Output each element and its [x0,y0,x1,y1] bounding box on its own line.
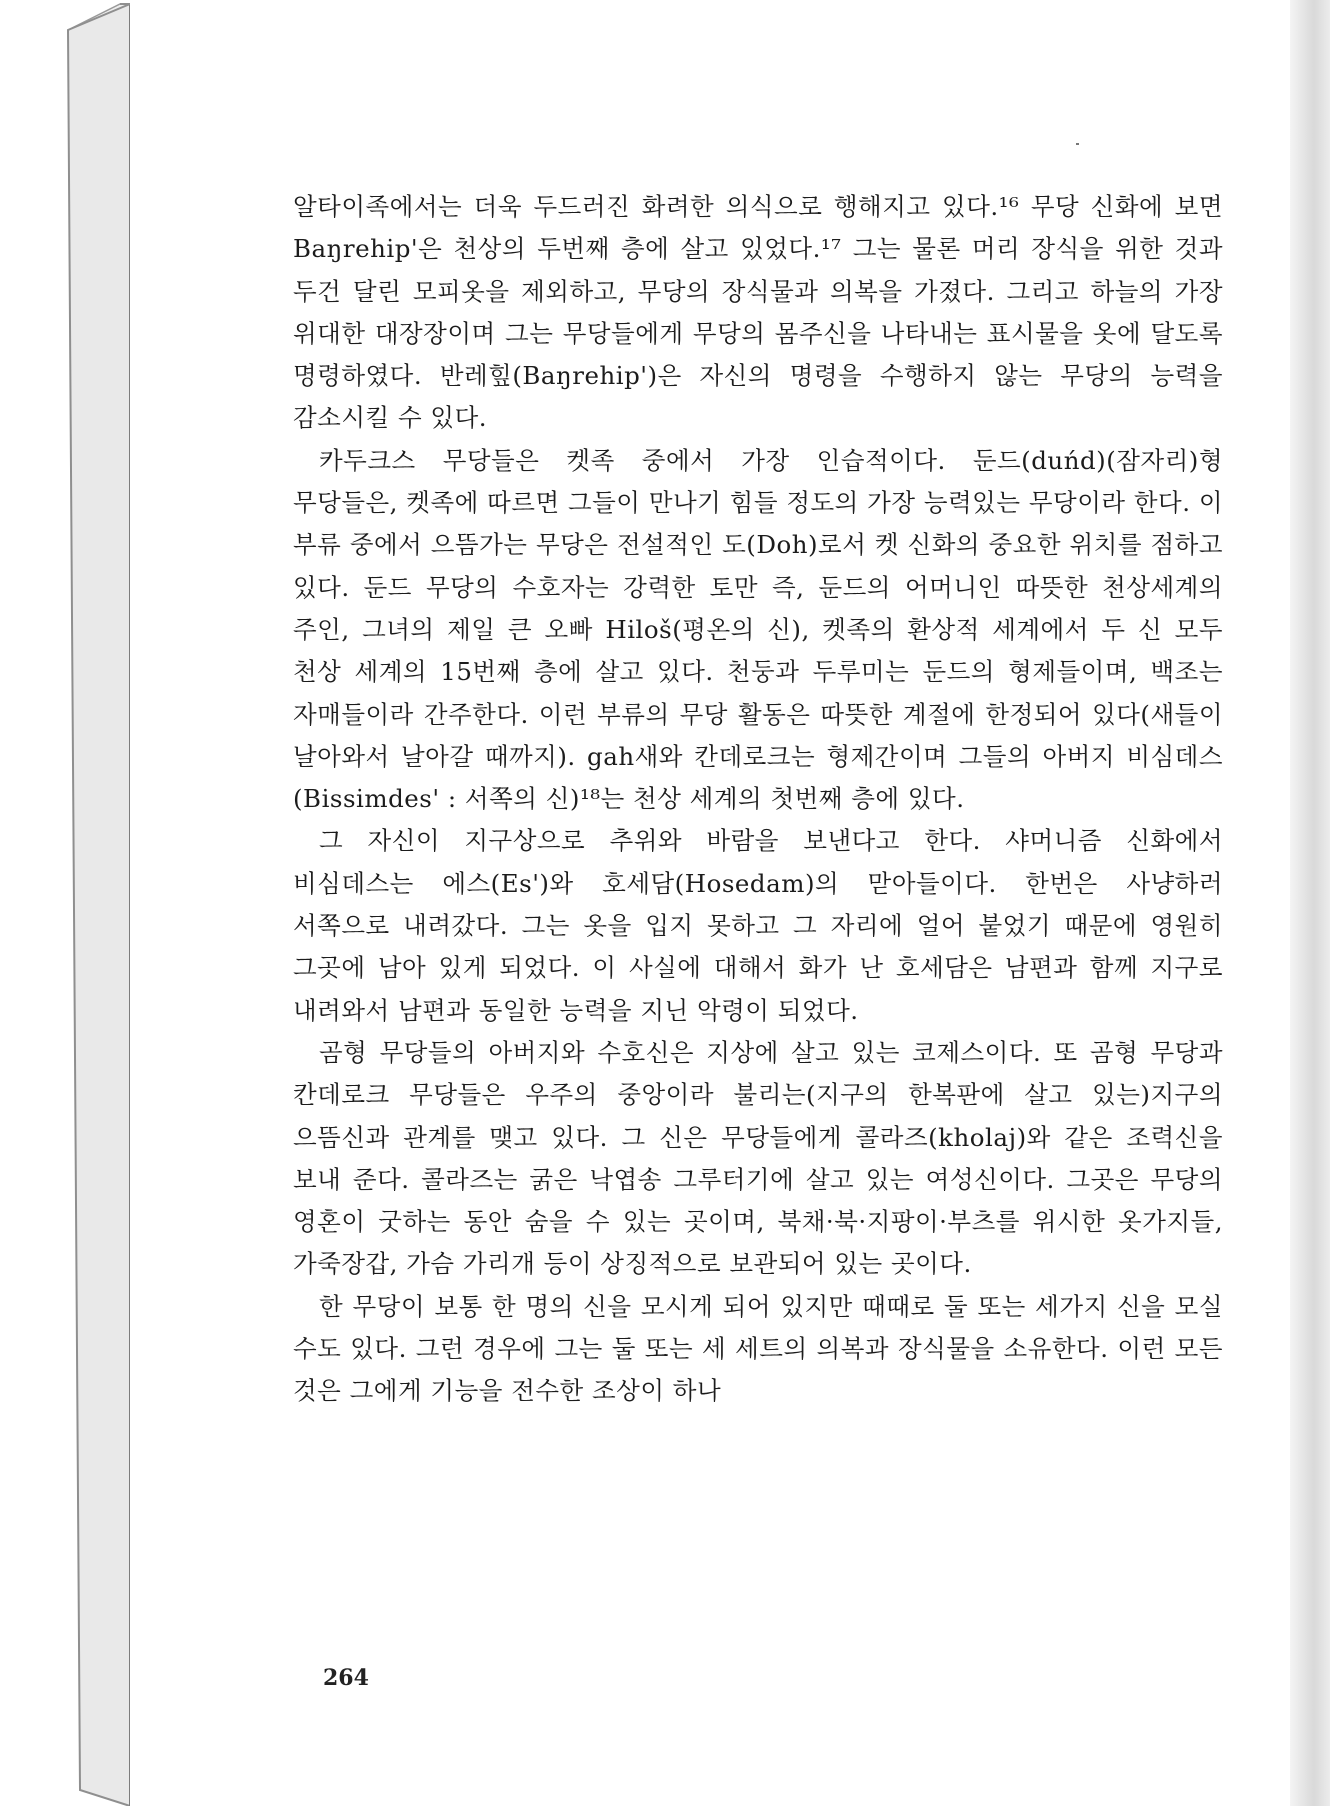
print-speck [1076,143,1079,145]
page-edge-shadow [1290,0,1330,1806]
paragraph-2: 카두크스 무당들은 켓족 중에서 가장 인습적이다. 둔드(duńd)(잠자리)형 무당들은, 켓족에 따르면 그들이 만나기 힘들 정도의 가장 능력있는 무당이라 한다. 이 부류 중에서 으뜸가는 무당은 전설적인 도(Doh)로서 켓 신화의 중요한 위치를 점하고 있다. 둔드 무당의 수호자는 강력한 토만 즉, 둔드의 어머니인 따뜻한 천상세계의 주인, 그녀의 제일 큰 오빠 Hiloš(평온의 신), 켓족의 환상적 세계에서 두 신 모두 천상 세계의 15번째 층에 살고 있다. 천둥과 두루미는 둔드의 형제들이며, 백조는 자매들이라 간주한다. 이런 부류의 무당 활동은 따뜻한 계절에 한정되어 있다(새들이 날아와서 날아갈 때까지). gah새와 칸데로크는 형제간이며 그들의 아버지 비심데스(Bissimdes' : 서쪽의 신)¹⁸는 천상 세계의 첫번째 층에 있다. [293,445,1223,814]
body-text [293,186,1223,1413]
paragraph-4: 곰형 무당들의 아버지와 수호신은 지상에 살고 있는 코제스이다. 또 곰형 무당과 칸데로크 무당들은 우주의 중앙이라 불리는(지구의 한복판에 살고 있는)지구의 으뜸신과 관계를 맺고 있다. 그 신은 무당들에게 콜라즈(kholaj)와 같은 조력신을 보내 준다. 콜라즈는 굵은 낙엽송 그루터기에 살고 있는 여성신이다. 그곳은 무당의 영혼이 굿하는 동안 숨을 수 있는 곳이며, 북채·북·지팡이·부츠를 위시한 옷가지들, 가죽장갑, 가슴 가리개 등이 상징적으로 보관되어 있는 곳이다. [293,1037,1223,1279]
paragraph-5: 한 무당이 보통 한 명의 신을 모시게 되어 있지만 때때로 둘 또는 세가지 신을 모실 수도 있다. 그런 경우에 그는 둘 또는 세 세트의 의복과 장식물을 소유한다. 이런 모든 것은 그에게 기능을 전수한 조상이 하나 [293,1291,1223,1406]
page-number: 264 [323,1665,369,1691]
paragraph-1: 알타이족에서는 더욱 두드러진 화려한 의식으로 행해지고 있다.¹⁶ 무당 신화에 보면 Baŋrehip'은 천상의 두번째 층에 살고 있었다.¹⁷ 그는 물론 머리 장식을 위한 것과 두건 달린 모피옷을 제외하고, 무당의 장식물과 의복을 가졌다. 그리고 하늘의 가장 위대한 대장장이며 그는 무당들에게 무당의 몸주신을 나타내는 표시물을 옷에 달도록 명령하였다. 반레힢(Baŋrehip')은 자신의 명령을 수행하지 않는 무당의 능력을 감소시킬 수 있다. [293,192,1223,433]
paragraph-3: 그 자신이 지구상으로 추위와 바람을 보낸다고 한다. 샤머니즘 신화에서 비심데스는 에스(Es')와 호세담(Hosedam)의 맏아들이다. 한번은 사냥하러 서쪽으로 내려갔다. 그는 옷을 입지 못하고 그 자리에 얼어 붙었기 때문에 영원히 그곳에 남아 있게 되었다. 이 사실에 대해서 화가 난 호세담은 남편과 함께 지구로 내려와서 남편과 동일한 능력을 지닌 악령이 되었다. [293,826,1223,1025]
